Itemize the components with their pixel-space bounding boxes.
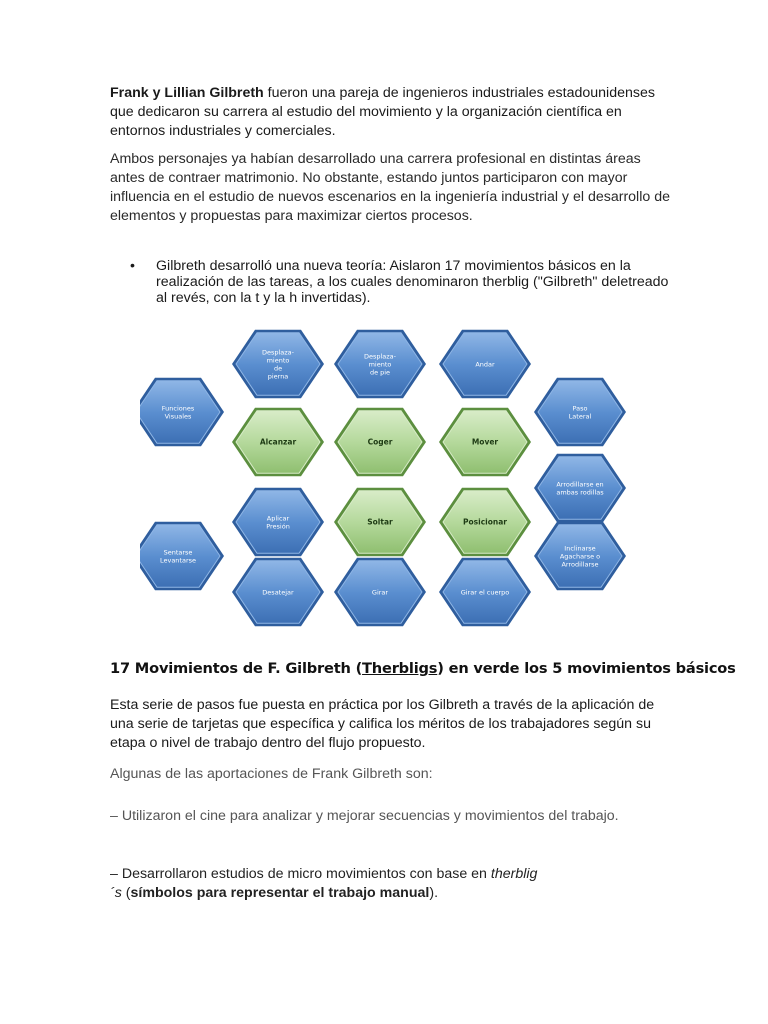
hexagon-label: Sentarse [163,548,193,557]
hexagon-label: de [273,364,283,373]
hexagon-3 [439,330,531,399]
hexagon-label: miento [368,360,392,369]
intro-bold-names: Frank y Lillian Gilbreth [110,85,264,101]
hexagon-5 [534,378,626,447]
therbligs-hexagon-diagram [140,320,660,640]
hexagon-2 [334,330,426,399]
micro-close-paren: ). [429,885,439,901]
hexagon-10 [232,488,324,557]
hexagon-label: Lateral [568,412,592,421]
hexagon-label: Levantarse [159,556,197,565]
micro-open-paren: ( [121,885,131,901]
micro-bold: símbolos para representar el trabajo manual [130,885,430,901]
hexagon-label: miento [266,356,290,365]
hexagon-label: Arrodillarse en [556,480,604,489]
caption-text-after: ) en verde los 5 movimientos básicos [437,660,736,677]
caption-text-before: 17 Movimientos de F. Gilbreth ( [110,660,363,677]
hexagon-label: Visuales [164,412,192,421]
hexagon-label: Aplicar [266,514,290,523]
hexagon-label: de pie [369,368,391,377]
hexagon-17 [439,558,531,627]
micromovements-paragraph [110,865,590,903]
caption-therbligs: Therbligs [362,660,438,677]
hexagon-label: Soltar [367,517,393,527]
hexagon-12 [439,488,531,557]
bullet-icon: • [130,258,135,274]
hexagon-label: Inclinarse [564,544,596,553]
hexagon-7 [334,408,426,477]
hexagon-label: ambas rodillas [556,488,604,497]
career-paragraph: Ambos personajes ya habían desarrollado una carrera profesional en distintas áreas antes de contraer matrimonio. No obstante, estando juntos participaron con mayor influencia en el estudio de nuevos escenarios en la ingeniería industrial y el desarrollo de elementos y propuestas para maximizar ciertos procesos. [110,151,670,224]
cinema-paragraph: – Utilizaron el cine para analizar y mejorar secuencias y movimientos del trabajo. [110,808,619,824]
micro-text: – Desarrollaron estudios de micro movimientos con base en [110,866,491,882]
hexagon-label: Girar el cuerpo [460,588,510,597]
intro-text: fueron una pareja de ingenieros industriales estadounidenses que dedicaron su carrera al estudio del movimiento y la organización científica en entornos industriales y comerciales. [110,85,655,139]
hexagon-label: Desplaza- [261,348,295,357]
hexagon-9 [534,454,626,523]
hexagon-13 [140,522,224,591]
bullet-text: Gilbreth desarrolló una nueva teoría: Aislaron 17 movimientos básicos en la realización de las tareas, a los cuales denominaron therblig ("Gilbreth" deletreado al revés, con la t y la h invertidas). [156,258,669,306]
intro-paragraph [110,84,670,141]
cards-paragraph: Esta serie de pasos fue puesta en práctica por los Gilbreth a través de la aplicación de una serie de tarjetas que específica y califica los méritos de los trabajadores según su etapa o nivel de trabajo dentro del flujo propuesto. [110,697,655,751]
hexagon-label: Desplaza- [363,352,397,361]
hexagon-label: Presión [266,522,290,531]
hexagon-16 [334,558,426,627]
hexagon-label: Andar [475,360,495,369]
hexagon-label: Girar [371,588,389,597]
hexagon-label: Mover [471,437,499,447]
hexagon-label: Coger [367,437,393,447]
hexagon-label: Alcanzar [259,437,297,447]
hexagon-label: Posicionar [463,517,507,527]
hexagon-15 [232,558,324,627]
hexagon-6 [232,408,324,477]
hexagon-11 [334,488,426,557]
hexagon-label: pierna [267,372,289,381]
hexagon-label: Paso [572,404,588,413]
contributions-heading: Algunas de las aportaciones de Frank Gilbreth son: [110,766,433,782]
hexagon-label: Agacharse o [559,552,601,561]
micro-suffix: ´s [110,885,122,901]
micro-therblig: therblig [490,866,538,882]
hexagon-1 [232,330,324,399]
diagram-caption [110,660,736,677]
hexagon-label: Funciones [161,404,195,413]
hexagon-label: Desatejar [262,588,294,597]
hexagon-4 [140,378,224,447]
hexagon-8 [439,408,531,477]
hexagon-14 [534,522,626,591]
hexagon-label: Arrodillarse [561,560,599,569]
